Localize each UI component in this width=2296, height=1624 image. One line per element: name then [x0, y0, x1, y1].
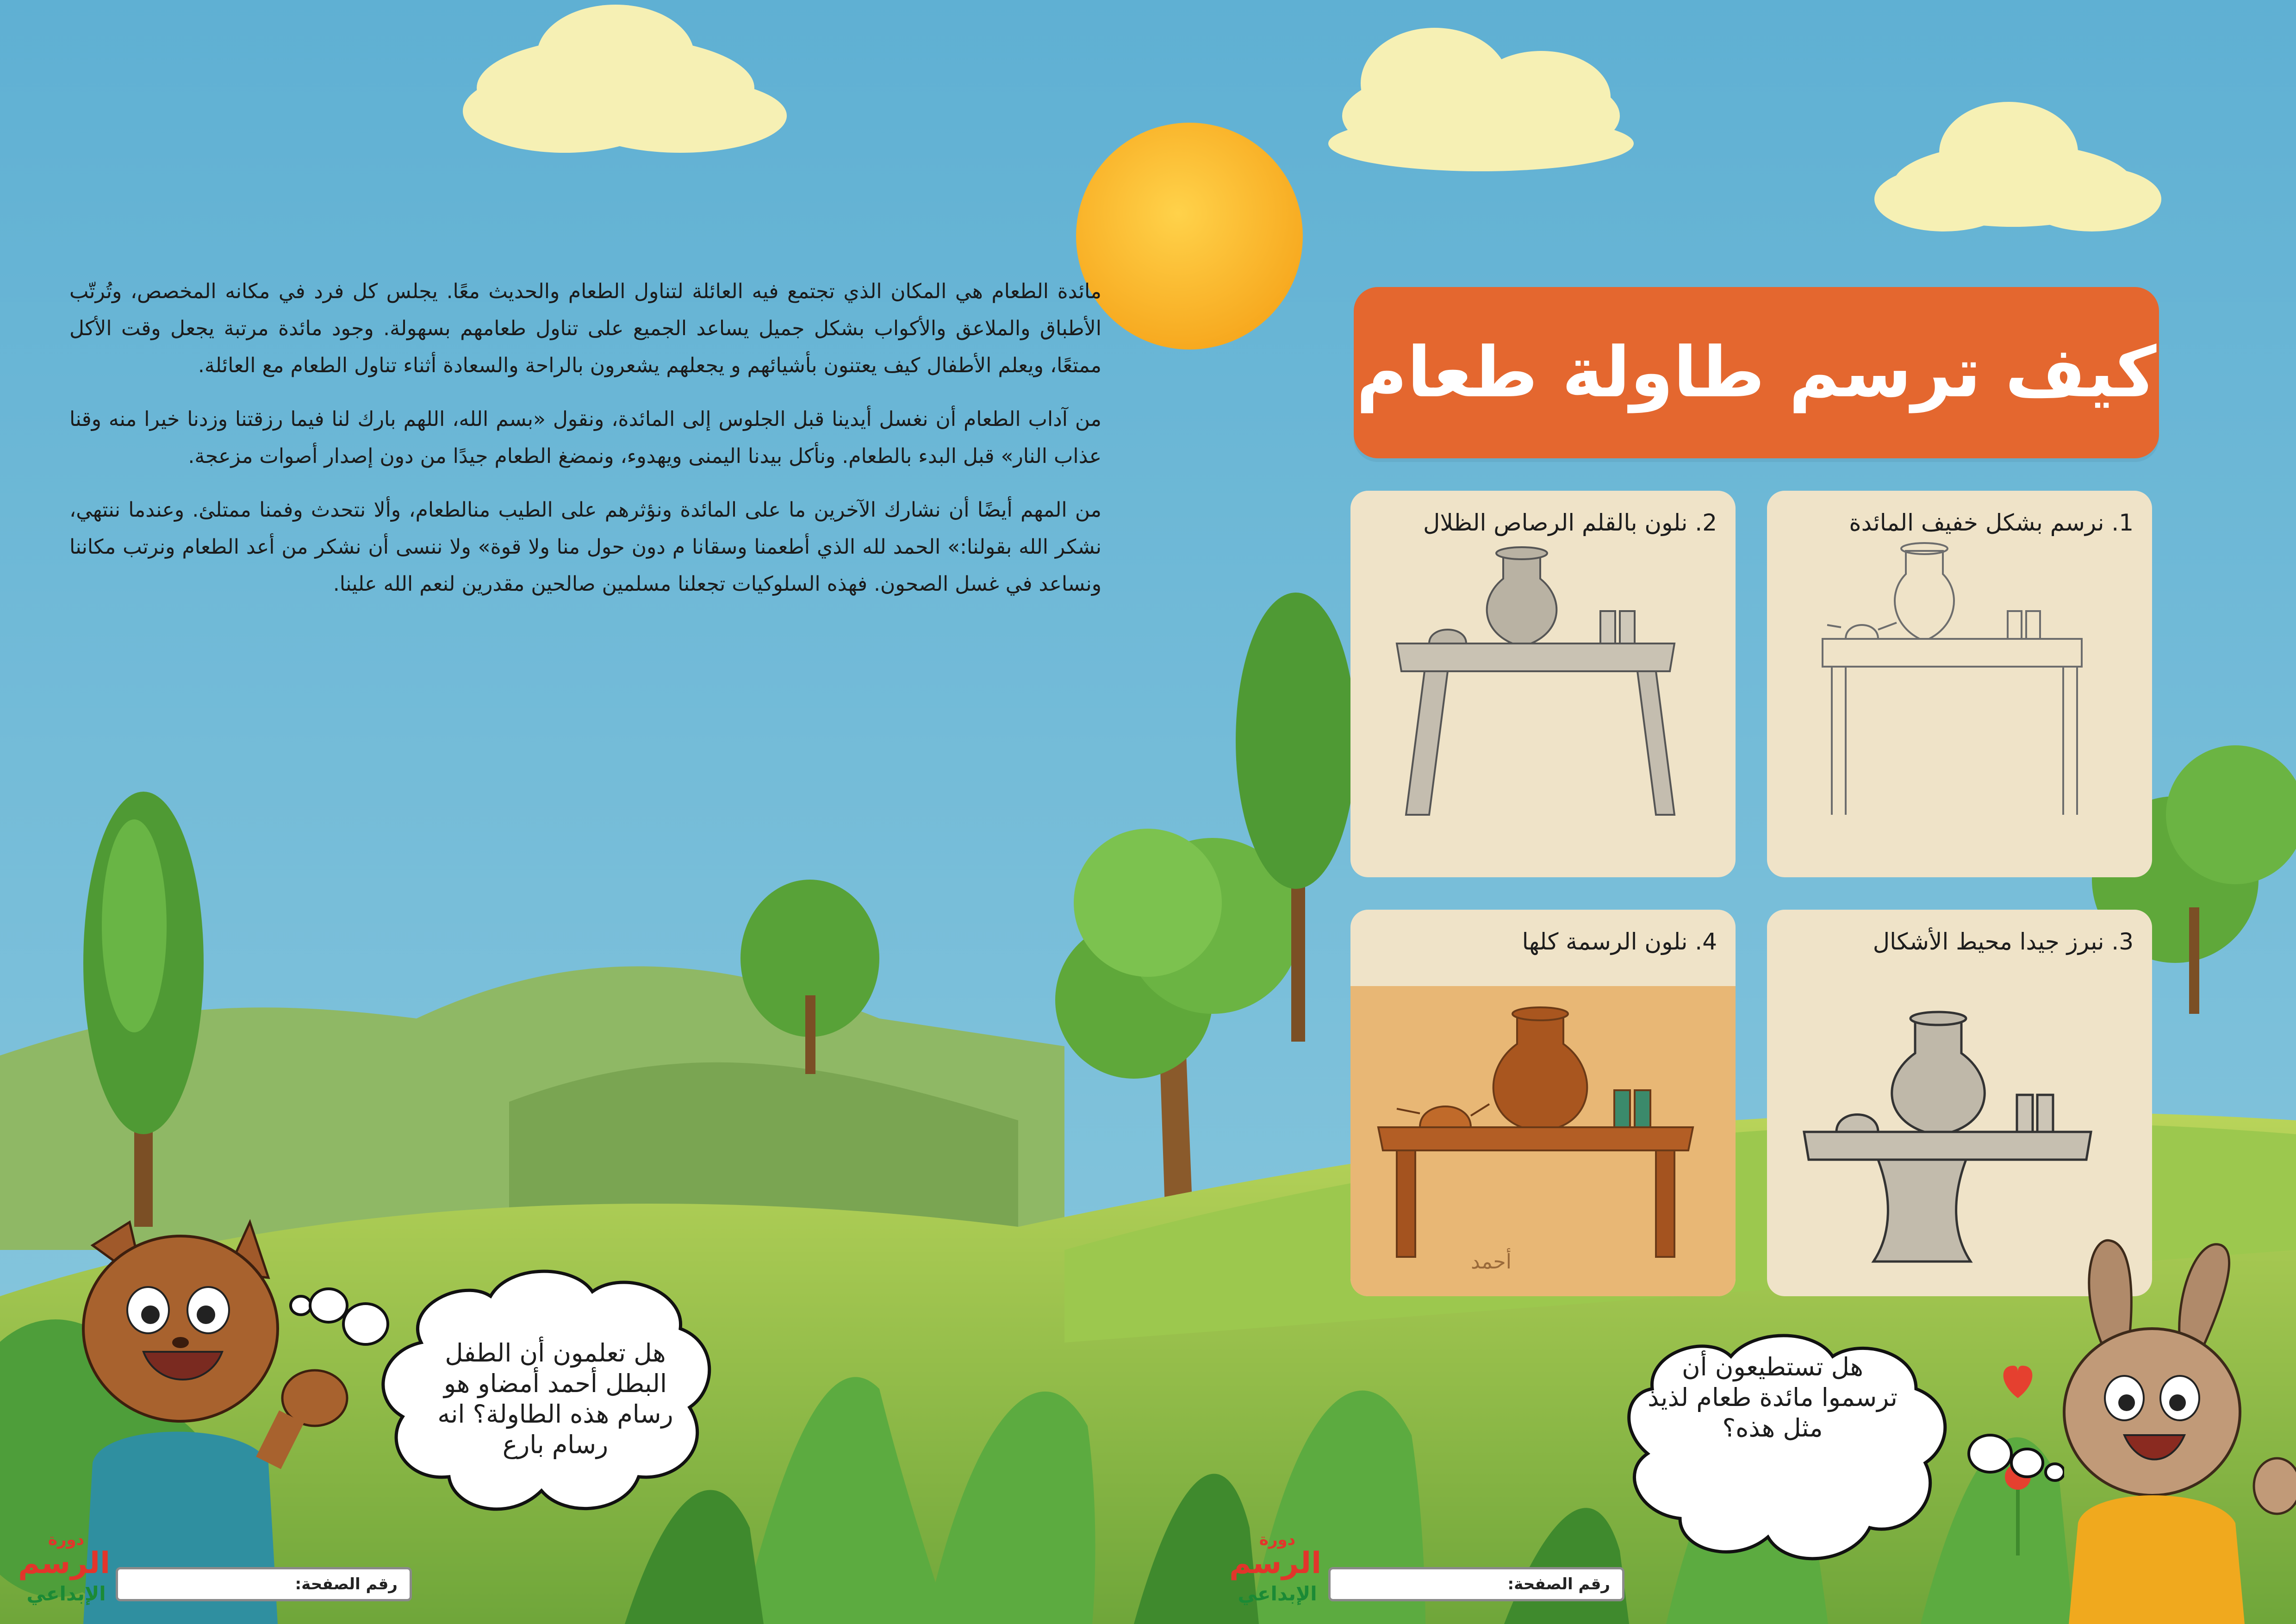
course-logo-left [18, 1528, 110, 1616]
page-number-box-left [116, 1567, 412, 1601]
article-text [69, 273, 1101, 619]
page-number-label: رقم الصفحة: [1507, 1575, 1610, 1593]
table-sketch-1 [1767, 491, 2152, 877]
step-caption: 1. نرسم بشكل خفيف المائدة [1849, 509, 2134, 536]
logo-text-main: الرسم [1229, 1546, 1321, 1580]
logo-text-main: الرسم [18, 1546, 110, 1580]
article-paragraph: من المهم أيضًا أن نشارك الآخرين ما على المائدة ونؤثرهم على الطيب منالطعام، وألا نتحدث وفمنا ممتلئ. وعندما ننتهي، نشكر الله بقولنا:» الحمد لله الذي أطعمنا وسقانا م دون حول منا ولا قوة» ولا ننسى أن نشكر من أعد الطعام ونرتب مكاننا ونساعد في غسل الصحون. فهذه السلوكيات تجعلنا مسلمين صالحين مقدرين لنعم الله علينا. [69, 498, 1101, 596]
page-number-box-right [1328, 1567, 1624, 1601]
course-logo-right [1229, 1528, 1321, 1616]
logo-text-top: دورة [1259, 1530, 1296, 1549]
article-paragraph: من آداب الطعام أن نغسل أيدينا قبل الجلوس إلى المائدة، ونقول «بسم الله، اللهم بارك لنا فيما رزقتنا وزدنا خيرا منه وقنا عذاب النار» قبل البدء بالطعام. ونأكل بيدنا اليمنى ويهدوء، ونمضغ الطعام جيدًا من دون إصدار أصوات مزعجة. [69, 407, 1101, 468]
step-card-1 [1767, 491, 2152, 877]
logo-text-top: دورة [48, 1530, 85, 1549]
logo-text-bottom: الإبداعي [26, 1582, 106, 1605]
logo-text-bottom: الإبداعي [1238, 1582, 1317, 1605]
article-paragraph: مائدة الطعام هي المكان الذي تجتمع فيه العائلة لتناول الطعام والحديث معًا. يجلس كل فرد في مكانه المخصص، وتُرتّب الأطباق والملاعق والأكواب بشكل جميل يساعد الجميع على تناول طعامهم بسهولة. وجود مائدة مرتبة يجعل وقت الأكل ممتعًا، ويعلم الأطفال كيف يعتنون بأشيائهم و يجعلهم يشعرون بالراحة والسعادة أثناء تناول الطعام مع العائلة. [69, 280, 1101, 377]
step-card-4 [1350, 910, 1736, 1296]
table-sketch-2 [1350, 491, 1736, 877]
page-title: كيف ترسم طاولة طعام [1356, 332, 2157, 413]
rabbit-character [2041, 1227, 2296, 1624]
step-caption: 4. نلون الرسمة كلها [1522, 928, 1717, 955]
artist-signature: أحمد [1471, 1250, 1512, 1274]
step-card-2 [1350, 491, 1736, 877]
sun [1076, 123, 1303, 350]
table-colored [1350, 910, 1736, 1296]
title-banner [1354, 287, 2159, 458]
step-caption: 2. نلون بالقلم الرصاص الظلال [1423, 509, 1717, 536]
page-number-label: رقم الصفحة: [295, 1575, 398, 1593]
bubble-text-right: هل تستطيعون أن ترسموا مائدة طعام لذيذ مثل هذه؟ [1648, 1352, 1898, 1443]
step-caption: 3. نبرز جيدا محيط الأشكال [1873, 928, 2134, 955]
bubble-text-left: هل تعلمون أن الطفل البطل أحمد أمضاو هو رسام هذه الطاولة؟ انه رسام بارع [437, 1338, 673, 1459]
